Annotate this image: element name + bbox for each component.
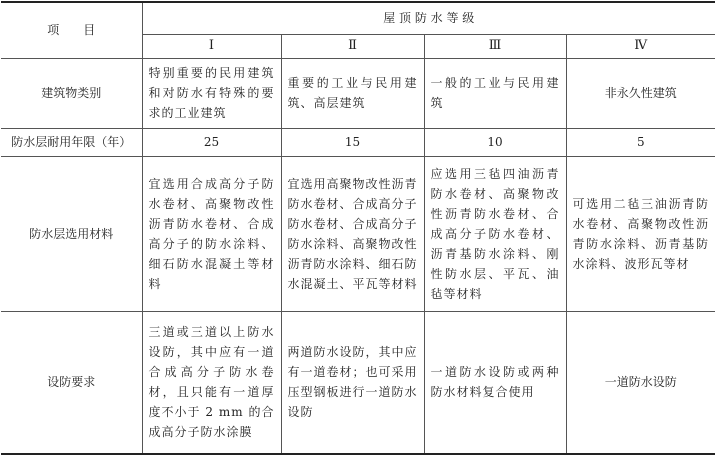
header-level-3: Ⅲ	[424, 34, 566, 58]
cell-level-4: 5	[566, 128, 715, 156]
cell-level-3: 10	[424, 128, 566, 156]
cell-level-4: 一道防水设防	[566, 311, 715, 454]
header-level-1: Ⅰ	[142, 34, 281, 58]
roof-waterproof-grade-table	[1, 1, 715, 455]
header-item-cell: 项 目	[1, 2, 142, 58]
cell-level-4: 非永久性建筑	[566, 58, 715, 128]
cell-level-1: 25	[142, 128, 281, 156]
header-level-2: Ⅱ	[281, 34, 424, 58]
cell-level-4: 可选用二毡三油沥青防水卷材、高聚物改性沥青防水涂料、沥青基防水涂料、波形瓦等材	[566, 156, 715, 311]
cell-level-1: 宜选用合成高分子防水卷材、高聚物改性沥青防水卷材、合成高分子的防水涂料、细石防水混凝土等材料	[142, 156, 281, 311]
cell-level-3: 应选用三毡四油沥青防水卷材、高聚物改性沥青防水卷材、合成高分子防水卷材、沥青基防水涂料、刚性防水层、平瓦、油毡等材料	[424, 156, 566, 311]
row-materials	[1, 156, 715, 311]
cell-level-2: 宜选用高聚物改性沥青防水卷材、合成高分子防水卷材、合成高分子防水涂料、高聚物改性沥青防水涂料、细石防水混凝土、平瓦等材料	[281, 156, 424, 311]
cell-level-1: 三道或三道以上防水设防，其中应有一道合成高分子防水卷材，且只能有一道厚度不小于 2 mm 的合成高分子防水涂膜	[142, 311, 281, 454]
header-row-top	[1, 2, 715, 34]
row-label: 防水层选用材料	[1, 156, 142, 311]
header-group-cell: 屋 顶 防 水 等 级	[142, 2, 715, 34]
row-building-category	[1, 58, 715, 128]
cell-level-3: 一般的工业与民用建筑	[424, 58, 566, 128]
row-label: 防水层耐用年限（年）	[1, 128, 142, 156]
cell-level-2: 15	[281, 128, 424, 156]
row-service-life	[1, 128, 715, 156]
cell-level-2: 重要的工业与民用建筑、高层建筑	[281, 58, 424, 128]
row-label: 建筑物类别	[1, 58, 142, 128]
cell-level-2: 两道防水设防，其中应有一道卷材；也可采用压型钢板进行一道防水设防	[281, 311, 424, 454]
header-level-4: Ⅳ	[566, 34, 715, 58]
row-fortification	[1, 311, 715, 454]
cell-level-1: 特别重要的民用建筑和对防水有特殊的要求的工业建筑	[142, 58, 281, 128]
row-label: 设防要求	[1, 311, 142, 454]
cell-level-3: 一道防水设防或两种防水材料复合使用	[424, 311, 566, 454]
